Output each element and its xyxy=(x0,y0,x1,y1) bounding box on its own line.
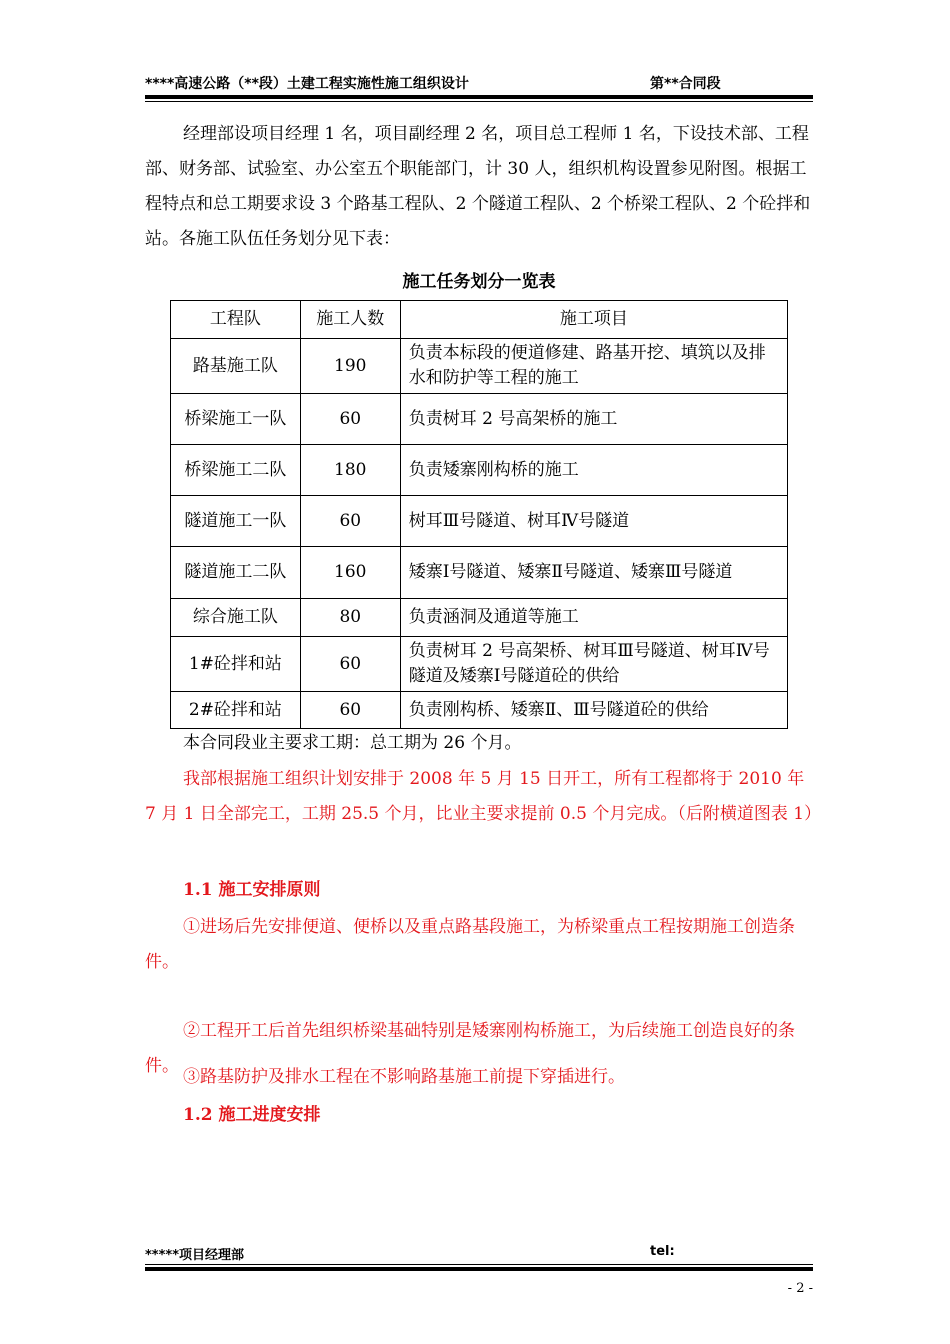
team-cell: 1#砼拌和站 xyxy=(171,637,301,692)
task-cell: 负责涵洞及通道等施工 xyxy=(400,599,787,637)
principle-2: ②工程开工后首先组织桥梁基础特别是矮寨刚构桥施工，为后续施工创造良好的条件。 xyxy=(145,1021,795,1076)
count-cell: 60 xyxy=(300,692,400,729)
team-cell: 桥梁施工一队 xyxy=(171,394,301,445)
header-cell-team: 工程队 xyxy=(171,301,301,339)
header-section: 第**合同段 xyxy=(650,76,721,92)
page-header xyxy=(145,73,813,93)
table-header-row xyxy=(171,301,788,339)
footer-rule-thin xyxy=(145,1264,813,1265)
footer-tel: tel: xyxy=(650,1244,675,1259)
section-heading-1-2: 1.2 施工进度安排 xyxy=(183,1105,321,1125)
table-row xyxy=(171,339,788,394)
header-cell-task: 施工项目 xyxy=(400,301,787,339)
count-cell: 80 xyxy=(300,599,400,637)
header-cell-count: 施工人数 xyxy=(300,301,400,339)
task-cell: 矮寨Ⅰ号隧道、矮寨Ⅱ号隧道、矮寨Ⅲ号隧道 xyxy=(400,547,787,599)
task-cell: 负责刚构桥、矮寨Ⅱ、Ⅲ号隧道砼的供给 xyxy=(400,692,787,729)
section-heading-1-1: 1.1 施工安排原则 xyxy=(183,880,321,900)
team-cell: 桥梁施工二队 xyxy=(171,445,301,496)
table-row xyxy=(171,599,788,637)
table-row xyxy=(171,394,788,445)
schedule-paragraph: 我部根据施工组织计划安排于 2008 年 5 月 15 日开工，所有工程都将于 2010 年 7 月 1 日全部完工，工期 25.5 个月，比业主要求提前 0.5 个月完成。（后附横道图表 1） xyxy=(145,769,822,824)
header-rule-thin xyxy=(145,101,813,102)
task-cell: 树耳Ⅲ号隧道、树耳Ⅳ号隧道 xyxy=(400,496,787,547)
table-caption: 施工任务划分一览表 xyxy=(402,272,556,292)
task-cell: 负责本标段的便道修建、路基开挖、填筑以及排水和防护等工程的施工 xyxy=(400,339,787,394)
footer-rule-thick xyxy=(145,1267,813,1271)
table-row xyxy=(171,547,788,599)
table-row xyxy=(171,496,788,547)
task-cell: 负责树耳 2 号高架桥的施工 xyxy=(400,394,787,445)
header-title: ****高速公路（**段）土建工程实施性施工组织设计 xyxy=(145,76,469,92)
count-cell: 160 xyxy=(300,547,400,599)
count-cell: 60 xyxy=(300,637,400,692)
task-cell: 负责矮寨刚构桥的施工 xyxy=(400,445,787,496)
team-cell: 综合施工队 xyxy=(171,599,301,637)
header-rule-thick xyxy=(145,95,813,99)
count-cell: 180 xyxy=(300,445,400,496)
count-cell: 60 xyxy=(300,394,400,445)
count-cell: 190 xyxy=(300,339,400,394)
team-cell: 隧道施工一队 xyxy=(171,496,301,547)
principle-3: ③路基防护及排水工程在不影响路基施工前提下穿插进行。 xyxy=(183,1067,625,1087)
count-cell: 60 xyxy=(300,496,400,547)
intro-paragraph: 经理部设项目经理 1 名，项目副经理 2 名，项目总工程师 1 名，下设技术部、工程部、财务部、试验室、办公室五个职能部门，计 30 人，组织机构设置参见附图。根据工程特点和总工期要求设 3 个路基工程队、2 个隧道工程队、2 个桥梁工程队、2 个砼拌和站。各施工队伍任务划分见下表： xyxy=(145,124,811,249)
team-cell: 2#砼拌和站 xyxy=(171,692,301,729)
principle-1: ①进场后先安排便道、便桥以及重点路基段施工，为桥梁重点工程按期施工创造条件。 xyxy=(145,917,795,972)
table-row xyxy=(171,692,788,729)
task-cell: 负责树耳 2 号高架桥、树耳Ⅲ号隧道、树耳Ⅳ号隧道及矮寨Ⅰ号隧道砼的供给 xyxy=(400,637,787,692)
footer-org: *****项目经理部 xyxy=(145,1248,244,1263)
page-footer xyxy=(145,1244,813,1264)
team-cell: 隧道施工二队 xyxy=(171,547,301,599)
table-row xyxy=(171,445,788,496)
table-row xyxy=(171,637,788,692)
team-cell: 路基施工队 xyxy=(171,339,301,394)
page-number: - 2 - xyxy=(787,1281,813,1296)
task-table xyxy=(170,300,788,729)
duration-paragraph: 本合同段业主要求工期：总工期为 26 个月。 xyxy=(183,733,522,753)
